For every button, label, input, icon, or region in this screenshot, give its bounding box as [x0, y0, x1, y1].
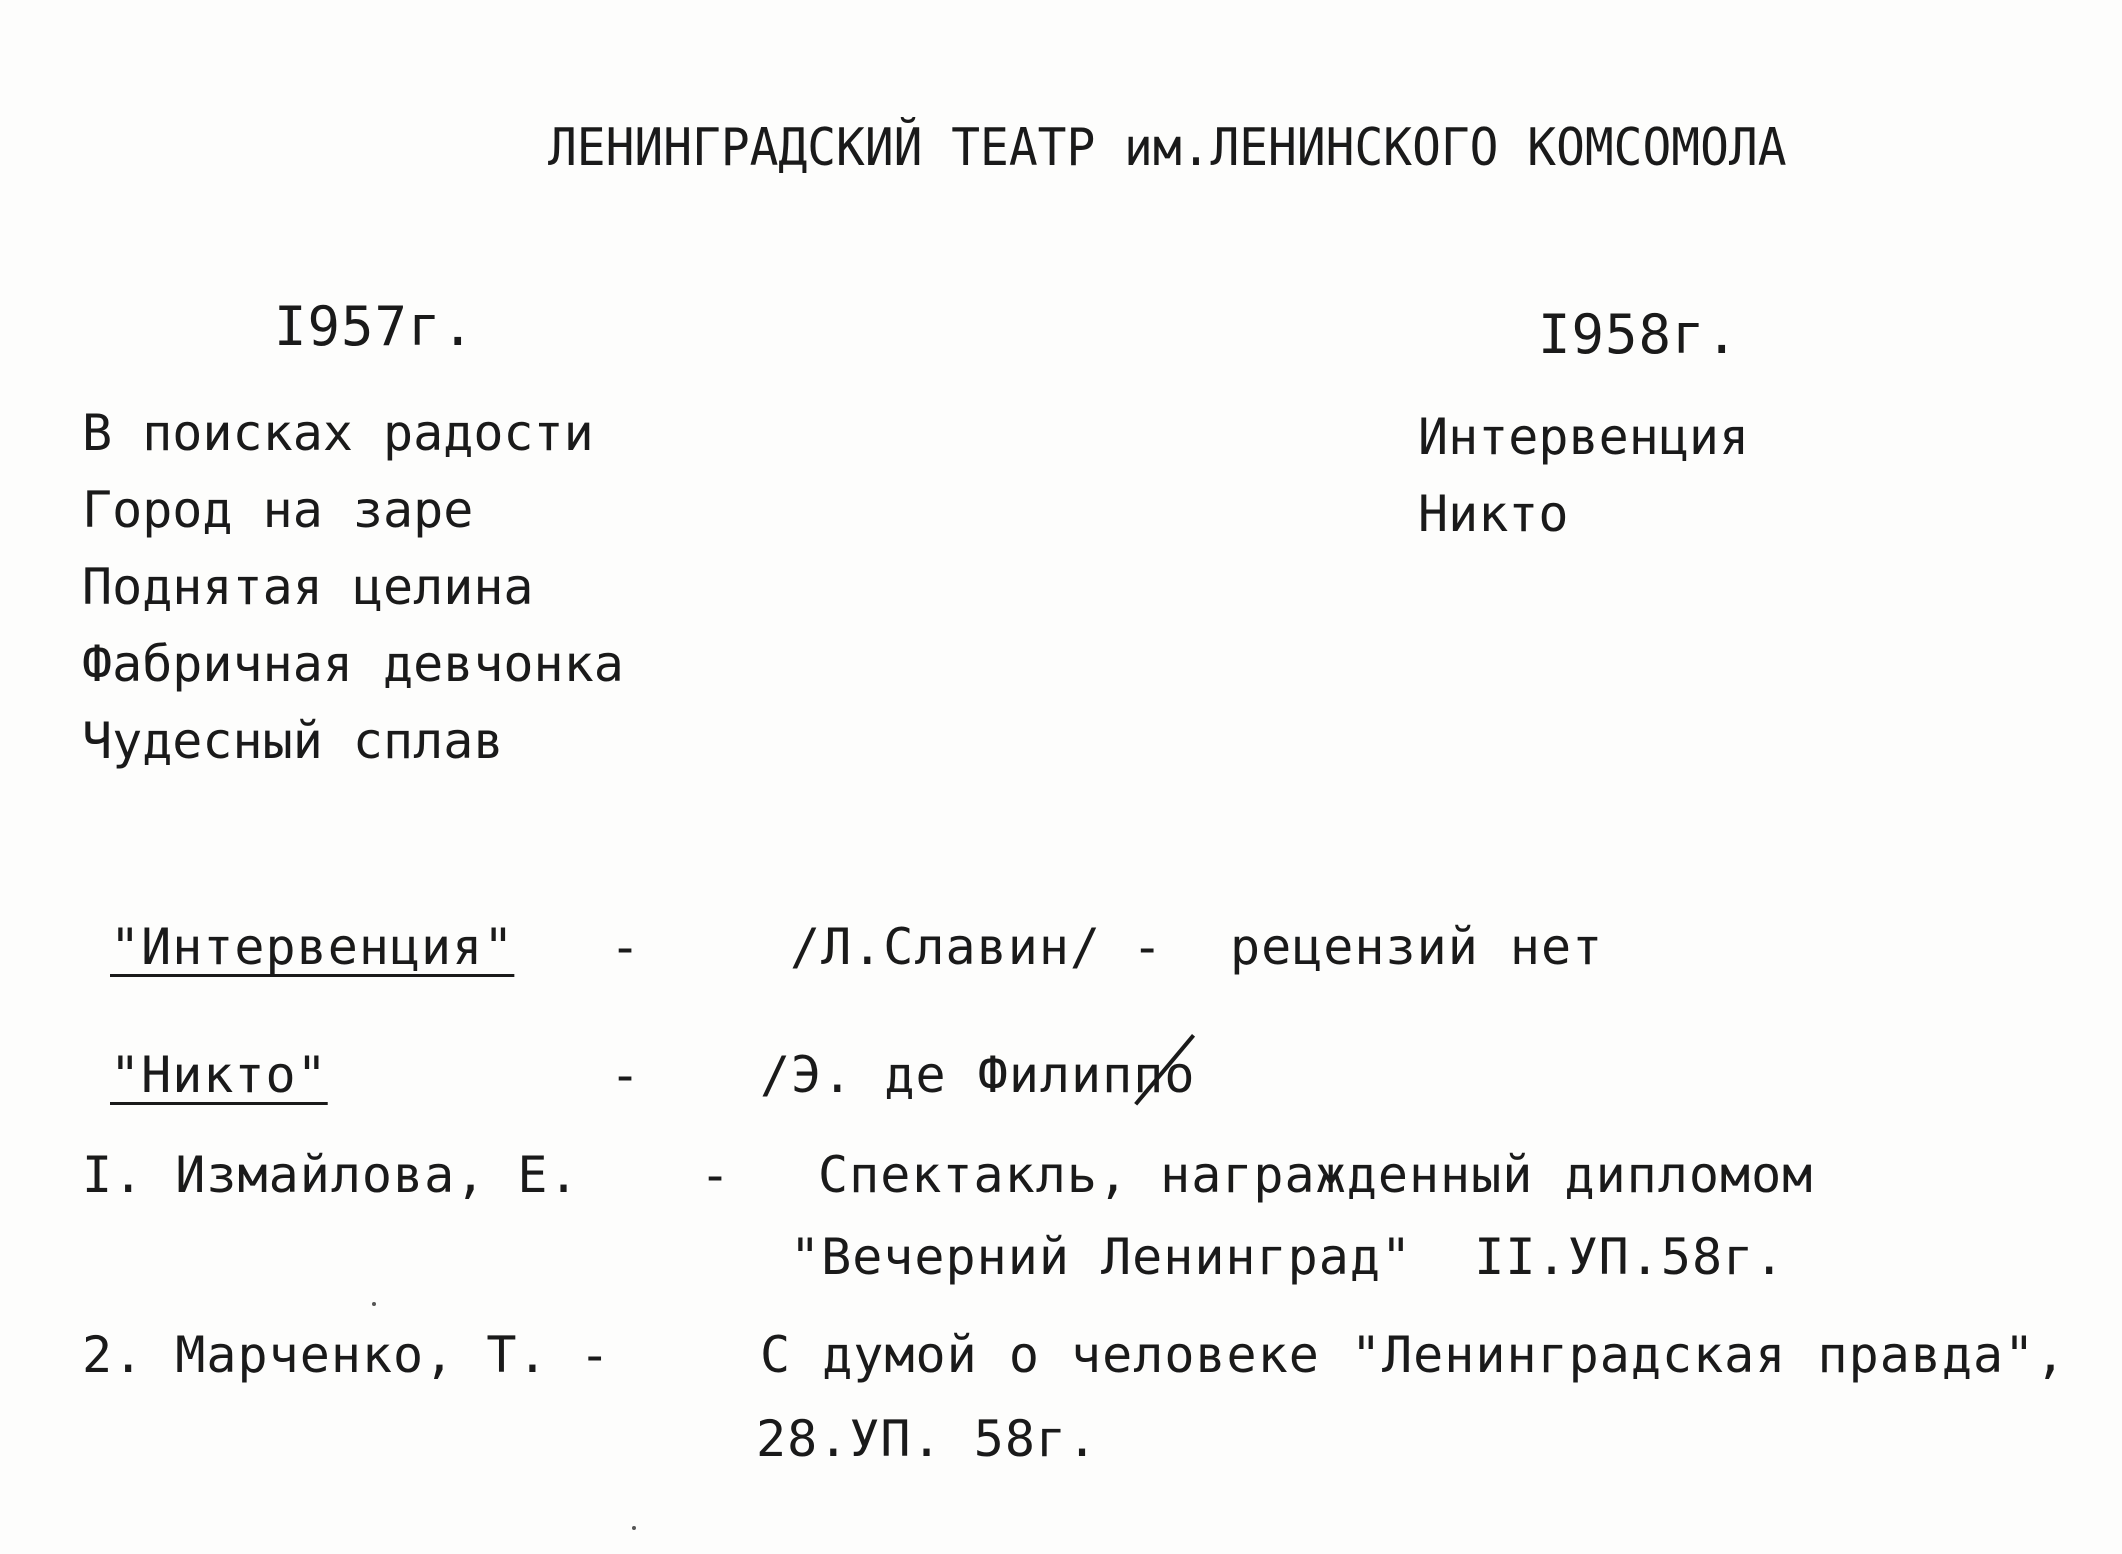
- reviewer-name: 2. Марченко, Т. -: [82, 1326, 611, 1384]
- review-dash: -: [700, 1146, 732, 1204]
- reviewer-name: I. Измайлова, Е.: [82, 1146, 580, 1204]
- paper-speck: [632, 1526, 636, 1530]
- review-text-line: 28.УП. 58г.: [756, 1410, 1099, 1468]
- review-author: /Э. де Филиппо: [760, 1046, 1196, 1104]
- review-dash: -: [610, 918, 642, 976]
- play-item: Фабричная девчонка: [82, 635, 624, 693]
- play-item: Никто: [1418, 485, 1569, 543]
- year-1958-heading: I958г.: [1538, 303, 1740, 366]
- review-dash: -: [610, 1046, 642, 1104]
- play-item: В поисках радости: [82, 404, 594, 462]
- document-title: ЛЕНИНГРАДСКИЙ ТЕАТР им.ЛЕНИНСКОГО КОМСОМОЛА: [548, 118, 1787, 178]
- review-play-title: "Интервенция": [110, 918, 515, 976]
- play-item: Чудесный сплав: [82, 712, 504, 770]
- review-text-line: С думой о человеке "Ленинградская правда",: [760, 1326, 2067, 1384]
- play-item: Город на заре: [82, 481, 474, 539]
- review-note: рецензий нет: [1230, 918, 1604, 976]
- review-text-line: "Вечерний Ленинград" II.УП.58г.: [790, 1228, 1786, 1286]
- review-text-line: Спектакль, награжденный дипломом: [818, 1146, 1814, 1204]
- paper-speck: [372, 1302, 376, 1306]
- play-item: Поднятая целина: [82, 558, 534, 616]
- review-author: /Л.Славин/ -: [790, 918, 1164, 976]
- play-item: Интервенция: [1418, 408, 1750, 466]
- year-1957-heading: I957г.: [274, 295, 476, 358]
- review-play-title: "Никто": [110, 1046, 328, 1104]
